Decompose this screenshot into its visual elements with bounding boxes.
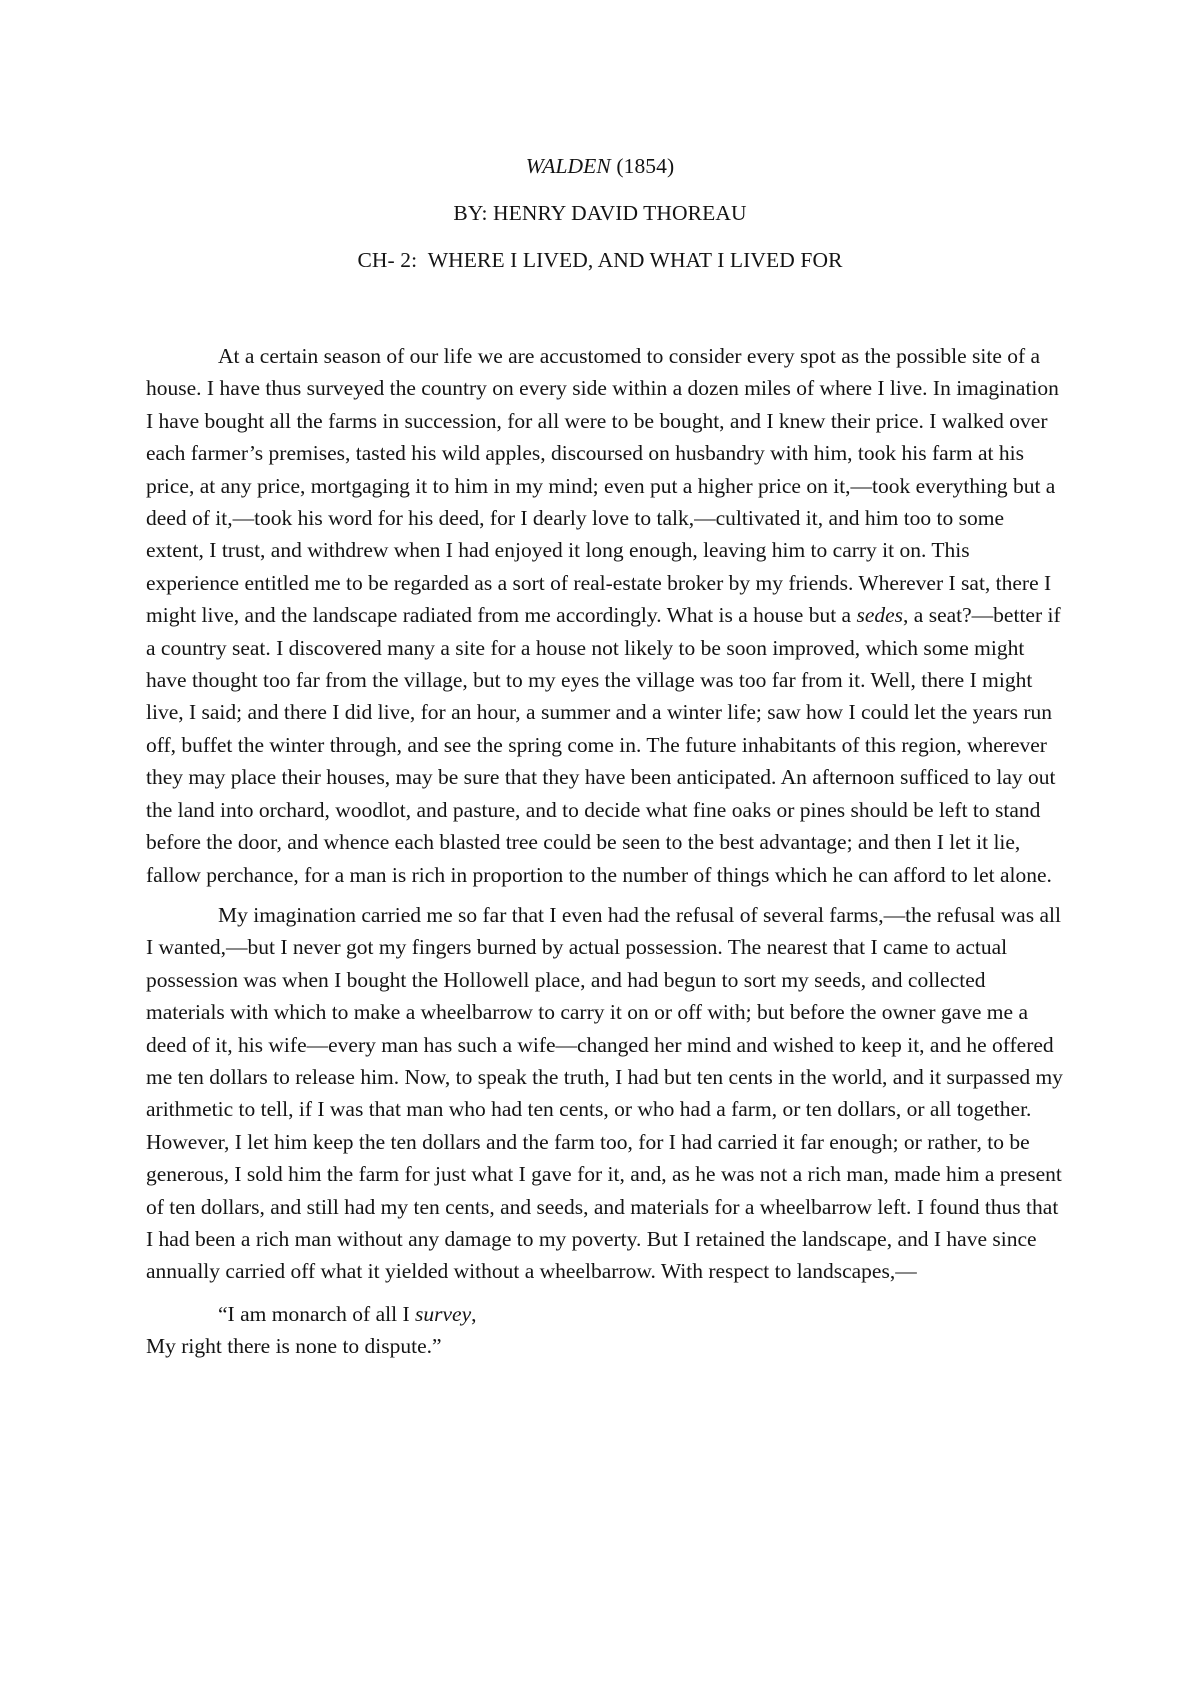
paragraph-2: My imagination carried me so far that I even had the refusal of several farms,—the refusal was all I wanted,—but I never got my fingers burned by actual possession. The nearest that I came to actual possession was when I bought the Hollowell place, and had begun to sort my seeds, and collected materials with which to make a wheelbarrow to carry it on or off with; but before the owner gave me a deed of it, his wife—every man has such a wife—changed her mind and wished to keep it, and he offered me ten dollars to release him. Now, to speak the truth, I had but ten cents in the world, and it surpassed my arithmetic to tell, if I was that man who had ten cents, or who had a farm, or ten dollars, or all together. However, I let him keep the ten dollars and the farm too, for I had carried it far enough; or rather, to be generous, I sold him the farm for just what I gave for it, and, as he was not a rich man, made him a present of ten dollars, and still had my ten cents, and seeds, and materials for a wheelbarrow left. I found thus that I had been a rich man without any damage to my poverty. But I retained the landscape, and I have since annually carried off what it yielded without a wheelbarrow. With respect to landscapes,— bbox=[146, 902, 1063, 1284]
paragraph-1-italic-word: sedes bbox=[856, 603, 904, 628]
book-title: WALDEN bbox=[525, 154, 611, 178]
paragraph-1-text-b: , a seat?—better if a country seat. I discovered many a site for a house not likely to be soon improved, which some might have thought too far from the village, but to my eyes the village was too far from it. Well, there I might live, I said; and there I did live, for an hour, a summer and a winter life; saw how I could let the years run off, buffet the winter through, and see the spring come in. The future inhabitants of this region, wherever they may place their houses, may be sure that they have been anticipated. An afternoon sufficed to lay out the land into orchard, woodlot, and pasture, and to decide what fine oaks or pines should be left to stand before the door, and whence each blasted tree could be seen to the best advantage; and then I let it lie, fallow perchance, for a man is rich in proportion to the number of things which he can afford to let alone. bbox=[146, 603, 1061, 887]
verse-line-2: My right there is none to dispute.” bbox=[146, 1334, 442, 1359]
book-title-line bbox=[0, 143, 1200, 190]
verse-quote bbox=[146, 1298, 1066, 1363]
verse-line-1-text-a: “I am monarch of all I bbox=[218, 1301, 415, 1326]
title-block bbox=[0, 143, 1200, 284]
verse-line-1-text-b: , bbox=[471, 1301, 477, 1326]
publication-year: (1854) bbox=[616, 154, 675, 178]
author-line: BY: HENRY DAVID THOREAU bbox=[453, 201, 747, 225]
verse-line-1-italic: survey bbox=[415, 1301, 472, 1326]
verse-line-1 bbox=[146, 1298, 1066, 1330]
chapter-title: CH- 2: WHERE I LIVED, AND WHAT I LIVED FOR bbox=[357, 248, 843, 272]
paragraph-1 bbox=[146, 340, 1066, 891]
body-text bbox=[146, 340, 1066, 1363]
paragraph-1-text-a: At a certain season of our life we are accustomed to consider every spot as the possible site of a house. I have thus surveyed the country on every side within a dozen miles of where I live. In imagination I have bought all the farms in succession, for all were to be bought, and I knew their price. I walked over each farmer’s premises, tasted his wild apples, discoursed on husbandry with him, took his farm at his price, at any price, mortgaging it to him in my mind; even put a higher price on it,—took everything but a deed of it,—took his word for his deed, for I dearly love to talk,—cultivated it, and him too to some extent, I trust, and withdrew when I had enjoyed it long enough, leaving him to carry it on. This experience entitled me to be regarded as a sort of real-estate broker by my friends. Wherever I sat, there I might live, and the landscape radiated from me accordingly. What is a house but a bbox=[146, 344, 1059, 628]
